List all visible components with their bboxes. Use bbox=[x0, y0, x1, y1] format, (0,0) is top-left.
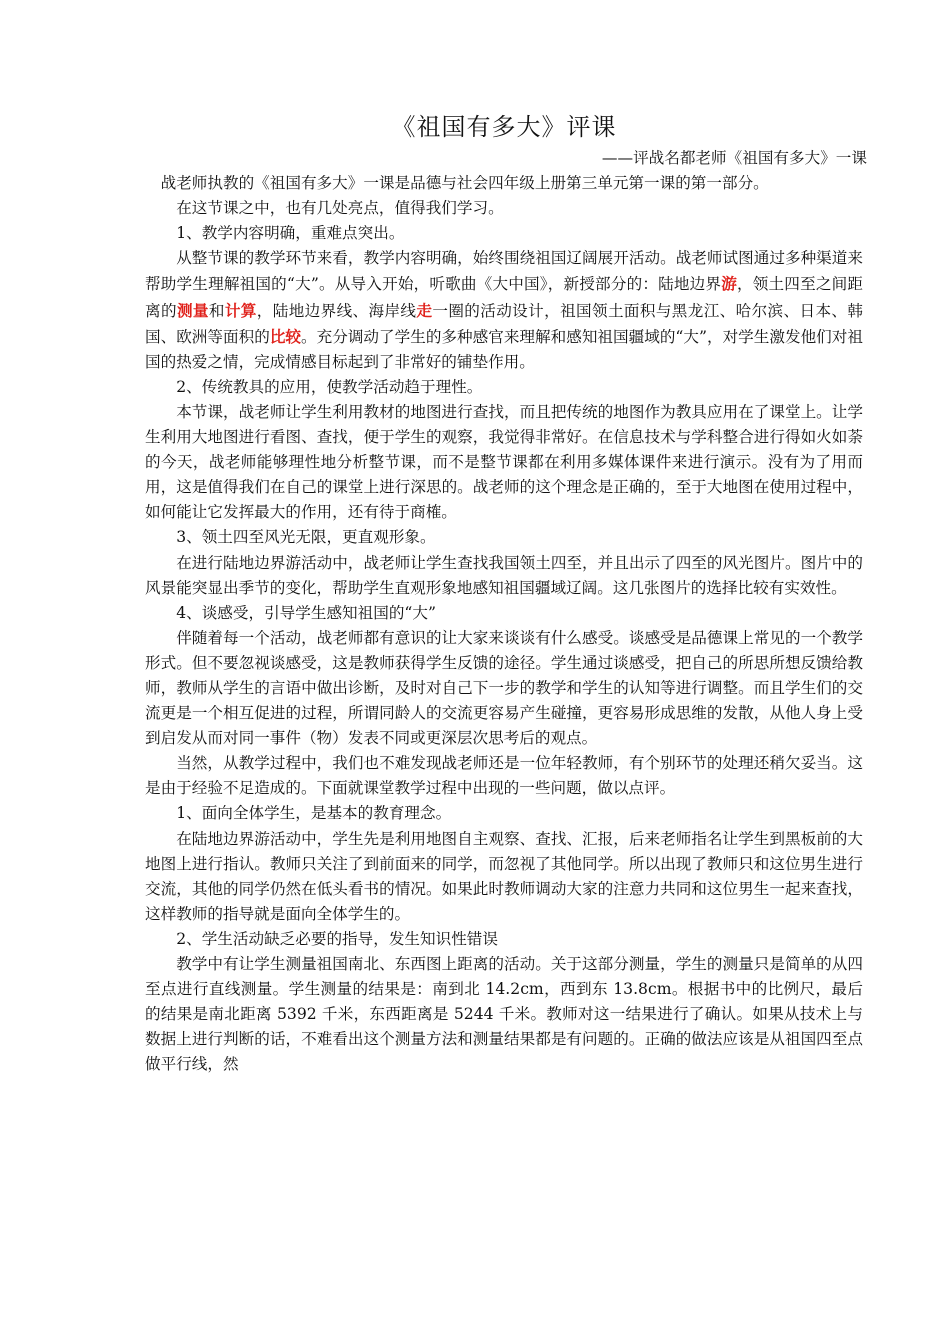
highlight-word: 比较 bbox=[269, 326, 302, 346]
section-paragraph-5: 在陆地边界游活动中，学生先是利用地图自主观察、查找、汇报，后来老师指名让学生到黑板前的大地图上进行指认。教师只关注了到前面来的同学，而忽视了其他同学。所以出现了教师只和这位男生进行交流，其他的同学仍然在低头看书的情况。如果此时教师调动大家的注意力共同和这位男生一起来查找，这样教师的指导就是面向全体学生的。 bbox=[145, 829, 863, 923]
paragraph-text: 一圈的活动设计，祖国领土面积与黑龙江、哈尔滨、日本、韩国、欧洲等面积的 bbox=[145, 301, 863, 346]
document-title: 《祖国有多大》评课 bbox=[391, 113, 617, 141]
section-heading-4: 4、谈感受，引导学生感知祖国的“大” bbox=[176, 603, 436, 622]
section-heading-1: 1、教学内容明确，重难点突出。 bbox=[176, 224, 405, 243]
section-paragraph-2: 本节课，战老师让学生利用教材的地图进行查找，而且把传统的地图作为教具应用在了课堂上。让学生利用大地图进行看图、查找，便于学生的观察，我觉得非常好。在信息技术与学科整合进行得如火如荼的今天，战老师能够理性地分析整节课，而不是整节课都在利用多媒体课件来进行演示。没有为了用而用，这是值得我们在自己的课堂上进行深思的。战老师的这个理念是正确的，至于大地图在使用过程中，如何能让它发挥最大的作用，还有待于商榷。 bbox=[145, 402, 863, 522]
section-paragraph-3: 在进行陆地边界游活动中，战老师让学生查找我国领土四至，并且出示了四至的风光图片。图片中的风景能突显出季节的变化，帮助学生直观形象地感知祖国疆域辽阔。这几张图片的选择比较有实效性。 bbox=[145, 553, 863, 597]
highlights-lead-paragraph: 在这节课之中，也有几处亮点，值得我们学习。 bbox=[176, 199, 504, 218]
section-heading-3: 3、领土四至风光无限，更直观形象。 bbox=[176, 528, 436, 547]
paragraph-text: 。充分调动了学生的多种感官来理解和感知祖国疆域的“大”，对学生激发他们对祖国的热爱之情，完成情感目标起到了非常好的铺垫作用。 bbox=[145, 327, 863, 371]
intro-paragraph: 战老师执教的《祖国有多大》一课是品德与社会四年级上册第三单元第一课的第一部分。 bbox=[160, 174, 769, 193]
highlight-word: 计算 bbox=[224, 300, 257, 320]
section-paragraph-4: 伴随着每一个活动，战老师都有意识的让大家来谈谈有什么感受。谈感受是品德课上常见的一个教学形式。但不要忽视谈感受，这是教师获得学生反馈的途径。学生通过谈感受，把自己的所思所想反馈给教师，教师从学生的言语中做出诊断，及时对自己下一步的教学和学生的认知等进行调整。而且学生们的交流更是一个相互促进的过程，所谓同龄人的交流更容易产生碰撞，更容易形成思维的发散，从他人身上受到启发从而对同一事件（物）发表不同或更深层次思考后的观点。 bbox=[145, 628, 863, 748]
problems-lead-paragraph: 当然，从教学过程中，我们也不难发现战老师还是一位年轻教师，有个别环节的处理还稍欠妥当。这是由于经验不足造成的。下面就课堂教学过程中出现的一些问题，做以点评。 bbox=[145, 754, 863, 798]
paragraph-text: 和 bbox=[208, 301, 225, 320]
section-paragraph-6: 教学中有让学生测量祖国南北、东西图上距离的活动。关于这部分测量，学生的测量只是简单的从四至点进行直线测量。学生测量的结果是：南到北 14.2cm，西到东 13.8cm。根据书中的比例尺，最后的结果是南北距离 5392 千米，东西距离是 5244 千米。教师对这一结果进行了确认。如果从技术上与数据上进行判断的话，不难看出这个测量方法和测量结果都是有问题的。正确的做法应该是从祖国四至点做平行线，然 bbox=[145, 955, 863, 1074]
highlight-word: 走 bbox=[416, 300, 433, 320]
document-subtitle: ——评战名都老师《祖国有多大》一课 bbox=[601, 149, 867, 167]
paragraph-text: ，领土四至之间距离的 bbox=[145, 275, 863, 320]
highlight-word: 测量 bbox=[176, 300, 209, 320]
section-heading-2: 2、传统教具的应用，使教学活动趋于理性。 bbox=[176, 377, 483, 396]
paragraph-text: 从整节课的教学环节来看，教学内容明确，始终围绕祖国辽阔展开活动。战老师试图通过多种渠道来帮助学生理解祖国的“大”。从导入开始，听歌曲《大中国》，新授部分的：陆地边界 bbox=[145, 249, 863, 294]
highlight-word: 游 bbox=[721, 274, 737, 294]
section-heading-5: 1、面向全体学生，是基本的教育理念。 bbox=[176, 804, 452, 823]
document-page bbox=[145, 110, 867, 1077]
section-paragraph-1 bbox=[145, 246, 863, 374]
section-heading-6: 2、学生活动缺乏必要的指导，发生知识性错误 bbox=[176, 929, 498, 948]
paragraph-text: ，陆地边界线、海岸线 bbox=[256, 301, 417, 320]
